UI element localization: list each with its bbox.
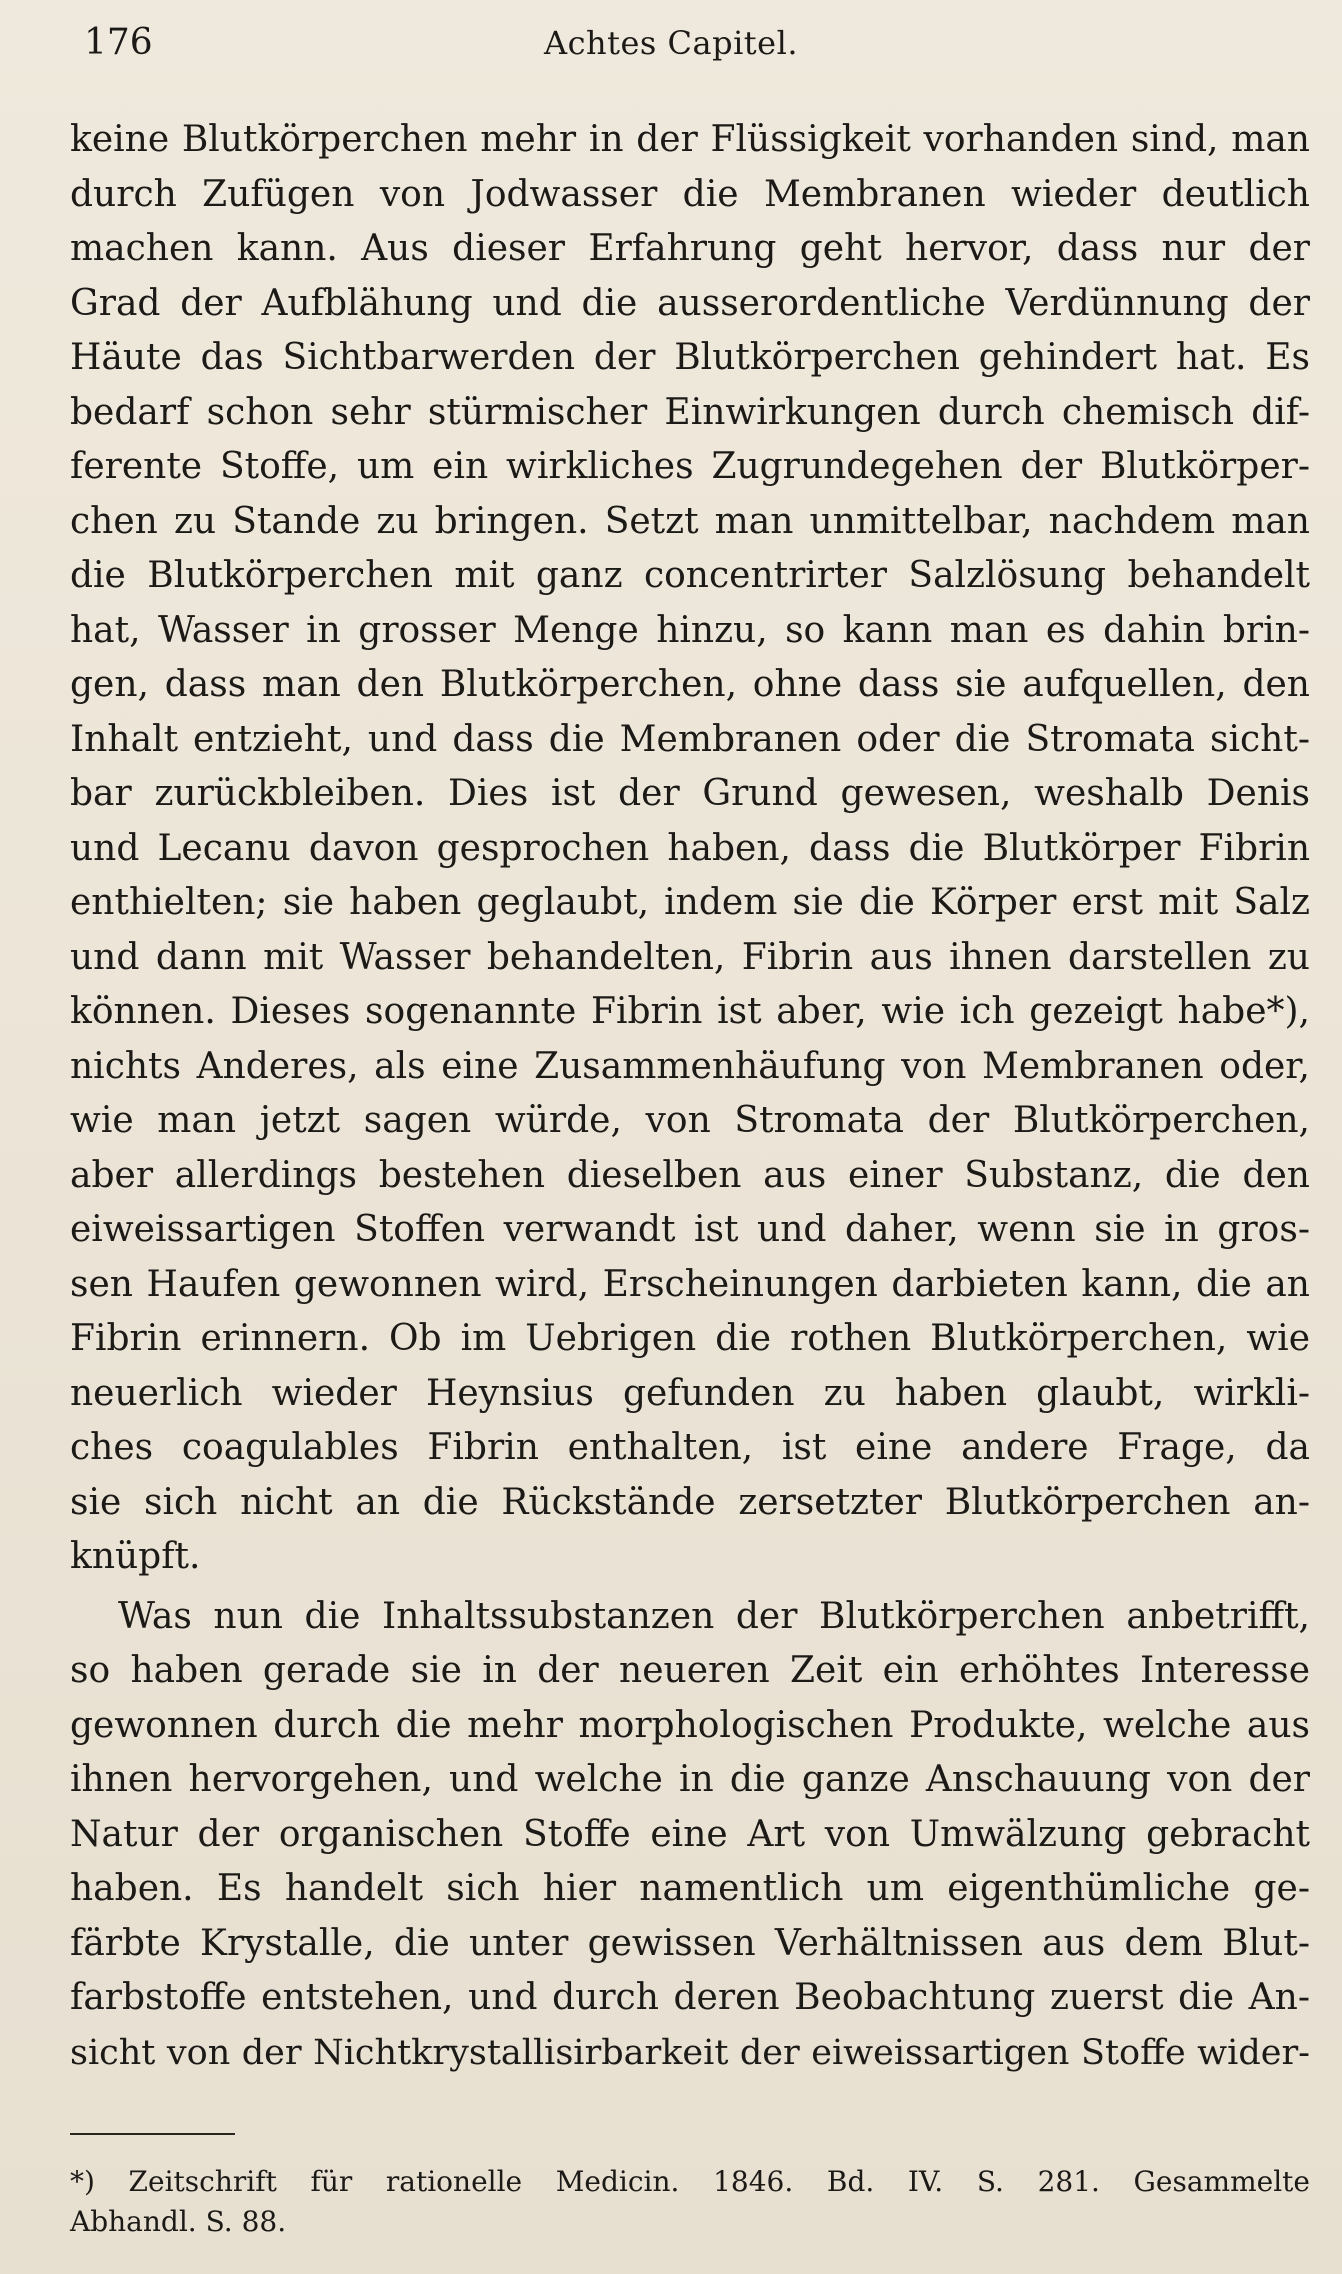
text-line: hat, Wasser in grosser Menge hinzu, so kann man es dahin brin- xyxy=(70,609,1310,651)
text-line: können. Dieses sogenannte Fibrin ist aber, wie ich gezeigt habe*), xyxy=(70,991,1310,1032)
text-line: und Lecanu davon gesprochen haben, dass die Blutkörper Fibrin xyxy=(70,827,1310,869)
footnote-rule xyxy=(70,2133,235,2135)
text-line: chen zu Stande zu bringen. Setzt man unmittelbar, nachdem man xyxy=(70,500,1310,542)
paragraph-2-text xyxy=(70,1590,1310,2081)
text-line: bedarf schon sehr stürmischer Einwirkungen durch chemisch dif- xyxy=(70,391,1310,433)
text-line: ihnen hervorgehen, und welche in die ganze Anschauung von der xyxy=(70,1759,1310,1800)
text-line: aber allerdings bestehen dieselben aus einer Substanz, die den xyxy=(70,1154,1310,1196)
text-line: und dann mit Wasser behandelten, Fibrin aus ihnen darstellen zu xyxy=(70,936,1310,978)
text-line: wie man jetzt sagen würde, von Stromata der Blutkörperchen, xyxy=(70,1100,1310,1141)
running-title: Achtes Capitel. xyxy=(543,24,798,62)
text-line: Inhalt entzieht, und dass die Membranen oder die Stromata sicht- xyxy=(70,718,1310,760)
text-line: Natur der organischen Stoffe eine Art von Umwälzung gebracht xyxy=(70,1813,1310,1855)
text-line: farbstoffe entstehen, und durch deren Beobachtung zuerst die An- xyxy=(70,1977,1310,2018)
text-line: durch Zufügen von Jodwasser die Membranen wieder deutlich xyxy=(70,173,1310,215)
text-line: ches coagulables Fibrin enthalten, ist eine andere Frage, da xyxy=(70,1427,1310,1468)
text-line: machen kann. Aus dieser Erfahrung geht hervor, dass nur der xyxy=(70,228,1310,269)
text-line: so haben gerade sie in der neueren Zeit ein erhöhtes Interesse xyxy=(70,1650,1310,1691)
page-header xyxy=(84,22,1258,72)
text-line: Grad der Aufblähung und die ausserordentliche Verdünnung der xyxy=(70,282,1310,324)
page-number: 176 xyxy=(84,22,153,63)
footnote-line: *) Zeitschrift für rationelle Medicin. 1846. Bd. IV. S. 281. Gesammelte xyxy=(70,2165,1310,2198)
text-line: knüpft. xyxy=(70,1536,201,1577)
paragraph-1 xyxy=(70,113,1310,1585)
text-line: Häute das Sichtbarwerden der Blutkörperchen gehindert hat. Es xyxy=(70,337,1310,378)
text-line: enthielten; sie haben geglaubt, indem sie die Körper erst mit Salz xyxy=(70,882,1310,923)
text-line: neuerlich wieder Heynsius gefunden zu haben glaubt, wirkli- xyxy=(70,1372,1310,1414)
text-line: färbte Krystalle, die unter gewissen Verhältnissen aus dem Blut- xyxy=(70,1922,1310,1964)
text-line: bar zurückbleiben. Dies ist der Grund gewesen, weshalb Denis xyxy=(70,773,1310,814)
text-line: nichts Anderes, als eine Zusammenhäufung von Membranen oder, xyxy=(70,1045,1310,1087)
paragraph-2 xyxy=(70,1590,1310,2081)
text-line: haben. Es handelt sich hier namentlich um eigenthümliche ge- xyxy=(70,1868,1310,1909)
text-line: die Blutkörperchen mit ganz concentrirter Salzlösung behandelt xyxy=(70,555,1310,596)
text-line: sie sich nicht an die Rückstände zersetzter Blutkörperchen an- xyxy=(70,1481,1310,1523)
text-line: ferente Stoffe, um ein wirkliches Zugrundegehen der Blutkörper- xyxy=(70,446,1310,487)
body-text xyxy=(70,113,1310,2080)
text-line: sen Haufen gewonnen wird, Erscheinungen darbieten kann, die an xyxy=(70,1263,1310,1305)
text-line: Was nun die Inhaltssubstanzen der Blutkörperchen anbetrifft, xyxy=(118,1595,1310,1637)
text-line: keine Blutkörperchen mehr in der Flüssigkeit vorhanden sind, man xyxy=(70,119,1310,160)
paragraph-1-text xyxy=(70,113,1310,1585)
footnote-line: Abhandl. S. 88. xyxy=(70,2205,287,2238)
text-line: gen, dass man den Blutkörperchen, ohne dass sie aufquellen, den xyxy=(70,664,1310,705)
text-line: eiweissartigen Stoffen verwandt ist und daher, wenn sie in gros- xyxy=(70,1209,1310,1250)
text-line: gewonnen durch die mehr morphologischen Produkte, welche aus xyxy=(70,1704,1310,1746)
text-line: sicht von der Nichtkrystallisirbarkeit der eiweissartigen Stoffe wider- xyxy=(70,2032,1310,2073)
footnote xyxy=(70,2162,1310,2242)
text-line: Fibrin erinnern. Ob im Uebrigen die rothen Blutkörperchen, wie xyxy=(70,1318,1310,1359)
